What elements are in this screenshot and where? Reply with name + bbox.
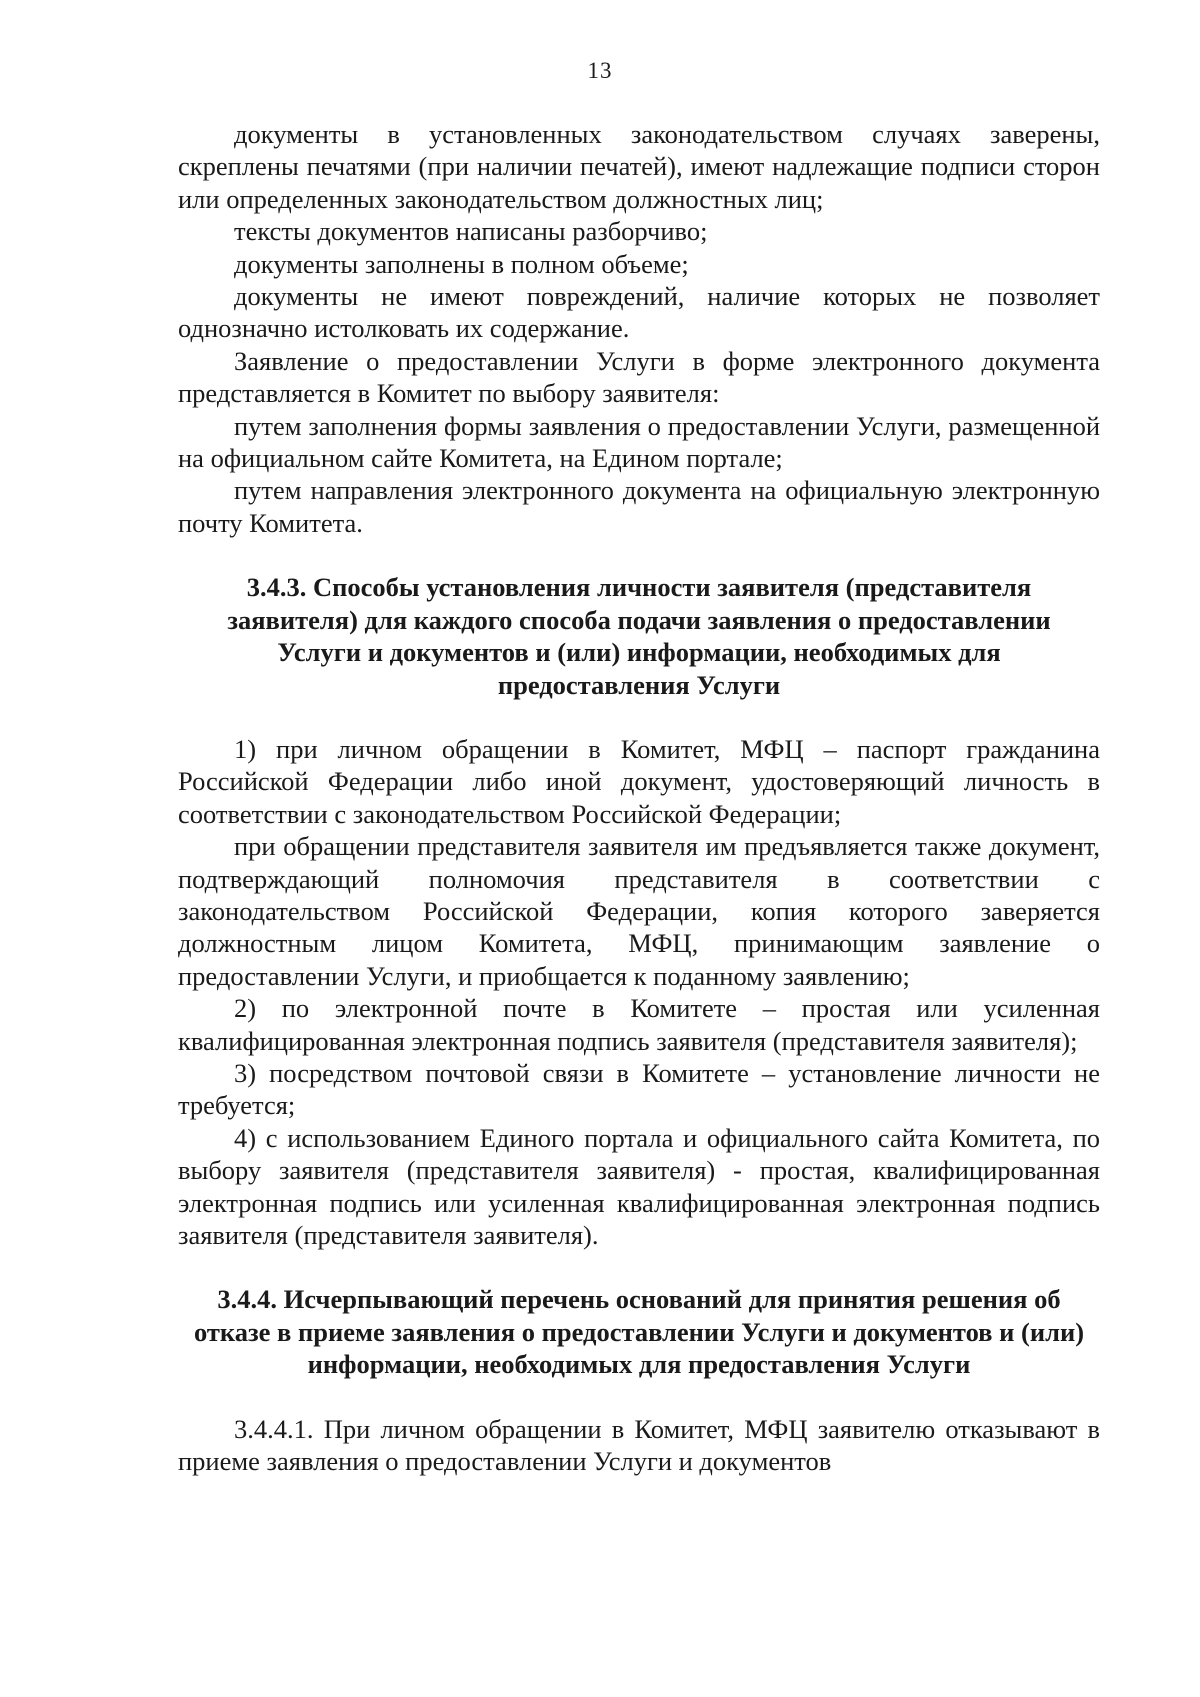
paragraph: 1) при личном обращении в Комитет, МФЦ – паспорт гражданина Российской Федерации либо иной документ, удостоверяющий личность в соответствии с законодательством Российской Федерации; (178, 733, 1100, 829)
section-heading-3-4-4: 3.4.4. Исчерпывающий перечень оснований для принятия решения об отказе в приеме заявления о предоставлении Услуги и документов и (или) информации, необходимых для предоставления Услуги (193, 1284, 1085, 1380)
document-body (178, 118, 1100, 1477)
paragraph: документы заполнены в полном объеме; (234, 248, 689, 279)
paragraph: 3) посредством почтовой связи в Комитете – установление личности не требуется; (178, 1057, 1100, 1121)
paragraph: путем направления электронного документа на официальную электронную почту Комитета. (178, 475, 1100, 538)
paragraph: тексты документов написаны разборчиво; (234, 216, 708, 247)
paragraph: 4) с использованием Единого портала и официального сайта Комитета, по выбору заявителя (представителя заявителя) - простая, квалифицированная электронная подпись или усиленная квалифицированная электронная подпись заявителя (представителя заявителя). (178, 1122, 1100, 1250)
paragraph: документы в установленных законодательством случаях заверены, скреплены печатями (при наличии печатей), имеют надлежащие подписи сторон или определенных законодательством должностных лиц; (178, 119, 1100, 214)
paragraph: путем заполнения формы заявления о предоставлении Услуги, размещенной на официальном сайте Комитета, на Едином портале; (178, 410, 1100, 474)
paragraph: 2) по электронной почте в Комитете – простая или усиленная квалифицированная электронная подпись заявителя (представителя заявителя); (178, 993, 1100, 1056)
page-number: 13 (587, 58, 613, 83)
paragraph: при обращении представителя заявителя им предъявляется также документ, подтверждающий полномочия представителя в соответствии с законодательством Российской Федерации, копия которого заверяется должностным лицом Комитета, МФЦ, принимающим заявление о предоставлении Услуги, и приобщается к поданному заявлению; (178, 831, 1100, 991)
paragraph: документы не имеют повреждений, наличие которых не позволяет однозначно истолковать их содержание. (178, 281, 1100, 344)
paragraph: Заявление о предоставлении Услуги в форме электронного документа представляется в Комитет по выбору заявителя: (178, 345, 1100, 409)
section-heading-3-4-3: 3.4.3. Способы установления личности заявителя (представителя заявителя) для каждого способа подачи заявления о предоставлении Услуги и документов и (или) информации, необходимых для предоставления Услуги (227, 572, 1051, 700)
paragraph: 3.4.4.1. При личном обращении в Комитет, МФЦ заявителю отказывают в приеме заявления о предоставлении Услуги и документов (178, 1413, 1100, 1477)
